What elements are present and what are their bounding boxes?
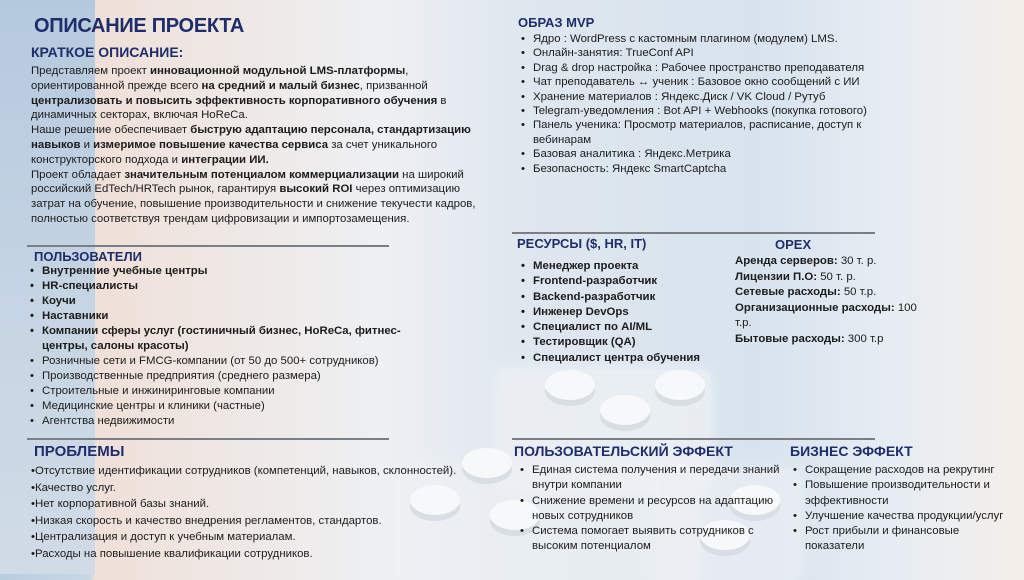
- opex-item: [735, 332, 920, 348]
- summary-paragraph: [31, 64, 489, 123]
- resources-list-item: • Менеджер проекта: [521, 259, 726, 274]
- opex-item-value: 100 т.р.: [735, 301, 917, 329]
- mvp-list: [521, 32, 883, 176]
- users-list: [30, 264, 440, 429]
- users-list-item: • Компании сферы услуг (гостиничный бизнес, HoReCa, фитнес-центры, салоны красоты): [30, 324, 440, 354]
- mvp-list-item: • Базовая аналитика : Яндекс.Метрика: [521, 147, 883, 161]
- mvp-list-item: • Ядро : WordPress с кастомным плагином (модулем) LMS.: [521, 32, 883, 46]
- problems-list-item: • Централизация и доступ к учебным материалам.: [31, 529, 501, 546]
- opex-item: [735, 285, 920, 301]
- mvp-list-item: • Онлайн-занятия: TrueConf API: [521, 46, 883, 60]
- summary-segment: на средний и малый бизнес: [201, 79, 360, 92]
- opex-item-label: Сетевые расходы:: [735, 286, 841, 298]
- mvp-heading: ОБРАЗ MVP: [518, 15, 595, 30]
- user-effect-list-item: • Система помогает выявить сотрудников с высоким потенциалом: [520, 524, 785, 555]
- resources-list-item: • Специалист по AI/ML: [521, 320, 726, 335]
- resources-list-item: • Инженер DevOps: [521, 305, 726, 320]
- opex-item-label: Лицензии П.О:: [735, 270, 818, 283]
- summary-segment: Представляем проект: [31, 65, 150, 77]
- mvp-list-item: • Панель ученика: Просмотр материалов, расписание, доступ к вебинарам: [521, 118, 883, 147]
- users-list-item: • Агентства недвижимости: [30, 414, 440, 429]
- opex-item-label: Организационные расходы:: [735, 301, 895, 314]
- summary-segment: быструю адаптацию персонала, стандартизацию навыков: [31, 124, 471, 151]
- business-effect-list-item: • Улучшение качества продукции/услуг: [793, 509, 1018, 524]
- summary-segment: и: [80, 138, 94, 151]
- business-effect-list: [793, 463, 1018, 555]
- users-list-item: • Медицинские центры и клиники (частные): [30, 399, 440, 414]
- mvp-list-item: • Чат преподаватель ↔ ученик : Базовое окно сообщений с ИИ: [521, 75, 883, 89]
- users-list-item: • Коучи: [30, 294, 440, 309]
- mvp-list-item: • Telegram-уведомления : Bot API + Webhooks (покупка готового): [521, 104, 883, 118]
- summary-segment: , ориентированной прежде всего: [31, 65, 409, 92]
- summary-paragraph: [31, 168, 489, 227]
- opex-item-value: 50 т.р.: [840, 286, 877, 298]
- opex-heading: OPEX: [775, 237, 812, 252]
- users-list-item: • Внутренние учебные центры: [30, 264, 440, 279]
- summary-paragraph: [31, 123, 489, 167]
- summary-segment: измеримое повышение качества сервиса: [93, 138, 329, 151]
- divider: [27, 245, 389, 247]
- summary-segment: централизовать и повысить эффективность корпоративного обучения: [31, 94, 438, 107]
- mvp-list-item: • Drag & drop настройка : Рабочее пространство преподавателя: [521, 61, 883, 75]
- summary-segment: инновационной модульной LMS-платформы: [149, 65, 406, 77]
- divider: [512, 232, 875, 234]
- business-effect-list-item: • Повышение производительности и эффективности: [793, 478, 1018, 509]
- mvp-list-item: • Безопасность: Яндекс SmartCaptcha: [521, 162, 883, 176]
- users-list-item: • Наставники: [30, 309, 440, 324]
- user-effect-list: [520, 463, 785, 555]
- summary-segment: интеграции ИИ.: [181, 153, 269, 166]
- problems-list-item: • Низкая скорость и качество внедрения регламентов, стандартов.: [31, 513, 501, 530]
- user-effect-heading: ПОЛЬЗОВАТЕЛЬСКИЙ ЭФФЕКТ: [514, 443, 733, 459]
- users-heading: ПОЛЬЗОВАТЕЛИ: [34, 249, 142, 264]
- summary-segment: Проект обладает: [31, 168, 125, 181]
- users-list-item: • HR-специалисты: [30, 279, 440, 294]
- opex-item: [735, 301, 920, 332]
- mvp-list-item: • Хранение материалов : Яндекс.Диск / VK Cloud / Рутуб: [521, 90, 883, 104]
- opex-item-value: 50 т. р.: [817, 270, 856, 283]
- user-effect-list-item: • Снижение времени и ресурсов на адаптацию новых сотрудников: [520, 494, 785, 525]
- resources-heading: РЕСУРСЫ ($, HR, IT): [517, 236, 647, 251]
- summary-segment: , призванной: [359, 79, 428, 92]
- opex-item-value: 300 т.р: [844, 332, 884, 345]
- business-effect-list-item: • Рост прибыли и финансовые показатели: [793, 524, 1018, 555]
- problems-list-item: • Нет корпоративной базы знаний.: [31, 496, 501, 513]
- resources-list-item: • Frontend-разработчик: [521, 274, 726, 289]
- summary-text: [31, 64, 489, 227]
- divider: [27, 438, 389, 440]
- summary-segment: через оптимизацию затрат на обучение, повышение производительности и снижение текучести кадров, полностью соответствуя трендам цифровизации и импортозамещения.: [31, 183, 476, 225]
- opex-item-label: Бытовые расходы:: [735, 332, 845, 345]
- opex-item-label: Аренда серверов:: [735, 255, 838, 267]
- resources-list-item: • Backend-разработчик: [521, 290, 726, 305]
- opex-item: [735, 270, 920, 286]
- users-list-item: • Производственные предприятия (среднего размера): [30, 369, 440, 384]
- users-list-item: • Строительные и инжиниринговые компании: [30, 384, 440, 399]
- problems-list-item: • Отсутствие идентификации сотрудников (компетенций, навыков, склонностей).: [31, 463, 501, 480]
- business-effect-list-item: • Сокращение расходов на рекрутинг: [793, 463, 1018, 478]
- problems-list-item: • Расходы на повышение квалификации сотрудников.: [31, 546, 501, 563]
- divider: [512, 438, 875, 440]
- business-effect-heading: БИЗНЕС ЭФФЕКТ: [790, 443, 913, 459]
- summary-segment: на широкий российский EdTech/HRTech рынок, гарантируя: [31, 168, 464, 196]
- resources-list-item: • Специалист центра обучения: [521, 351, 726, 366]
- summary-segment: в динамичных секторах, включая HoReCa.: [31, 94, 447, 122]
- resources-list: [521, 259, 726, 366]
- problems-heading: ПРОБЛЕМЫ: [34, 443, 125, 460]
- users-list-item: • Розничные сети и FMCG-компании (от 50 до 500+ сотрудников): [30, 354, 440, 369]
- problems-list: [31, 463, 501, 562]
- summary-segment: высокий ROI: [279, 183, 353, 196]
- opex-item-value: 30 т. р.: [837, 255, 877, 267]
- resources-list-item: • Тестировщик (QA): [521, 335, 726, 350]
- problems-list-item: • Качество услуг.: [31, 480, 501, 497]
- page-title: ОПИСАНИЕ ПРОЕКТА: [34, 15, 245, 37]
- summary-heading: КРАТКОЕ ОПИСАНИЕ:: [31, 44, 184, 60]
- user-effect-list-item: • Единая система получения и передачи знаний внутри компании: [520, 463, 785, 494]
- summary-segment: Наше решение обеспечивает: [31, 124, 191, 137]
- opex-item: [735, 254, 920, 270]
- summary-segment: за счет уникального конструкторского подхода и: [31, 138, 438, 166]
- opex-list: [735, 254, 920, 347]
- summary-segment: значительным потенциалом коммерциализации: [124, 168, 400, 181]
